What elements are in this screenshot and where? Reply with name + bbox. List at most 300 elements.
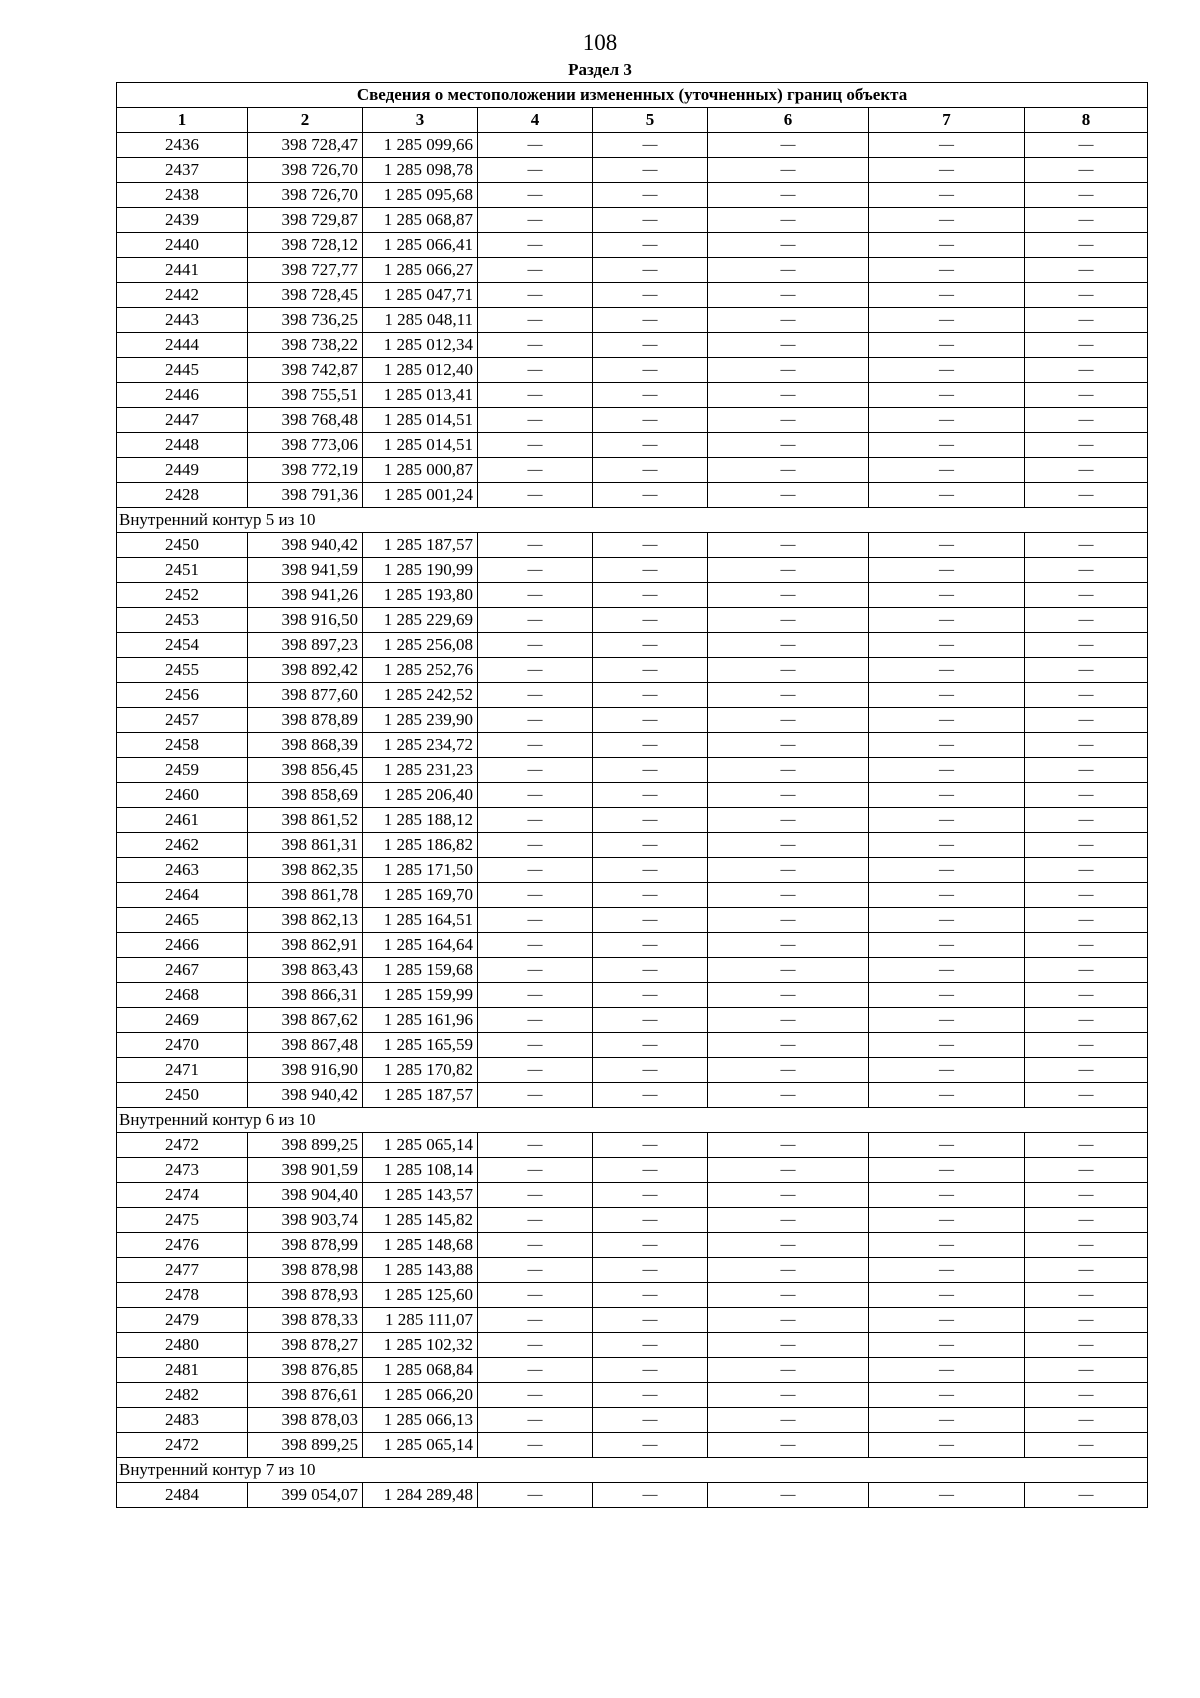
empty-cell-col-7: — [869, 408, 1025, 433]
empty-cell-col-7: — [869, 758, 1025, 783]
empty-cell-col-5: — [593, 333, 708, 358]
empty-cell-col-7: — [869, 1133, 1025, 1158]
empty-cell-col-5: — [593, 258, 708, 283]
y-coordinate-cell: 1 285 065,14 [363, 1433, 478, 1458]
empty-cell-col-8: — [1025, 933, 1148, 958]
y-coordinate-cell: 1 285 242,52 [363, 683, 478, 708]
x-coordinate-cell: 398 768,48 [248, 408, 363, 433]
table-row [117, 408, 1148, 433]
table-row [117, 183, 1148, 208]
empty-cell-col-4: — [478, 733, 593, 758]
empty-cell-col-7: — [869, 1283, 1025, 1308]
empty-cell-col-4: — [478, 1308, 593, 1333]
column-number-row [117, 108, 1148, 133]
y-coordinate-cell: 1 285 047,71 [363, 283, 478, 308]
column-header-1: 1 [117, 108, 248, 133]
empty-cell-col-6: — [708, 208, 869, 233]
table-row [117, 1033, 1148, 1058]
x-coordinate-cell: 398 727,77 [248, 258, 363, 283]
empty-cell-col-6: — [708, 833, 869, 858]
contour-label-row [117, 508, 1148, 533]
x-coordinate-cell: 398 878,33 [248, 1308, 363, 1333]
y-coordinate-cell: 1 285 170,82 [363, 1058, 478, 1083]
point-number-cell: 2448 [117, 433, 248, 458]
point-number-cell: 2441 [117, 258, 248, 283]
empty-cell-col-5: — [593, 558, 708, 583]
empty-cell-col-6: — [708, 808, 869, 833]
empty-cell-col-5: — [593, 1008, 708, 1033]
empty-cell-col-5: — [593, 608, 708, 633]
empty-cell-col-7: — [869, 233, 1025, 258]
empty-cell-col-4: — [478, 1008, 593, 1033]
point-number-cell: 2468 [117, 983, 248, 1008]
empty-cell-col-7: — [869, 483, 1025, 508]
x-coordinate-cell: 398 729,87 [248, 208, 363, 233]
empty-cell-col-7: — [869, 1258, 1025, 1283]
empty-cell-col-6: — [708, 283, 869, 308]
empty-cell-col-8: — [1025, 458, 1148, 483]
y-coordinate-cell: 1 285 066,13 [363, 1408, 478, 1433]
table-row [117, 858, 1148, 883]
empty-cell-col-7: — [869, 1483, 1025, 1508]
y-coordinate-cell: 1 285 206,40 [363, 783, 478, 808]
point-number-cell: 2466 [117, 933, 248, 958]
y-coordinate-cell: 1 285 014,51 [363, 433, 478, 458]
empty-cell-col-5: — [593, 958, 708, 983]
point-number-cell: 2452 [117, 583, 248, 608]
empty-cell-col-5: — [593, 1033, 708, 1058]
empty-cell-col-6: — [708, 458, 869, 483]
empty-cell-col-5: — [593, 383, 708, 408]
empty-cell-col-8: — [1025, 1283, 1148, 1308]
y-coordinate-cell: 1 285 012,34 [363, 333, 478, 358]
point-number-cell: 2475 [117, 1208, 248, 1233]
y-coordinate-cell: 1 285 186,82 [363, 833, 478, 858]
empty-cell-col-8: — [1025, 1433, 1148, 1458]
empty-cell-col-6: — [708, 1333, 869, 1358]
empty-cell-col-5: — [593, 758, 708, 783]
empty-cell-col-6: — [708, 708, 869, 733]
x-coordinate-cell: 398 863,43 [248, 958, 363, 983]
y-coordinate-cell: 1 285 165,59 [363, 1033, 478, 1058]
empty-cell-col-8: — [1025, 833, 1148, 858]
y-coordinate-cell: 1 285 187,57 [363, 533, 478, 558]
empty-cell-col-8: — [1025, 733, 1148, 758]
empty-cell-col-5: — [593, 733, 708, 758]
empty-cell-col-6: — [708, 1158, 869, 1183]
empty-cell-col-8: — [1025, 183, 1148, 208]
table-row [117, 1258, 1148, 1283]
empty-cell-col-4: — [478, 1058, 593, 1083]
empty-cell-col-4: — [478, 808, 593, 833]
table-row [117, 933, 1148, 958]
empty-cell-col-7: — [869, 958, 1025, 983]
empty-cell-col-4: — [478, 1183, 593, 1208]
y-coordinate-cell: 1 285 145,82 [363, 1208, 478, 1233]
x-coordinate-cell: 398 903,74 [248, 1208, 363, 1233]
empty-cell-col-8: — [1025, 658, 1148, 683]
empty-cell-col-5: — [593, 1208, 708, 1233]
x-coordinate-cell: 398 772,19 [248, 458, 363, 483]
point-number-cell: 2453 [117, 608, 248, 633]
y-coordinate-cell: 1 285 148,68 [363, 1233, 478, 1258]
empty-cell-col-8: — [1025, 708, 1148, 733]
y-coordinate-cell: 1 285 256,08 [363, 633, 478, 658]
empty-cell-col-7: — [869, 133, 1025, 158]
x-coordinate-cell: 399 054,07 [248, 1483, 363, 1508]
point-number-cell: 2473 [117, 1158, 248, 1183]
empty-cell-col-7: — [869, 1233, 1025, 1258]
point-number-cell: 2481 [117, 1358, 248, 1383]
point-number-cell: 2462 [117, 833, 248, 858]
empty-cell-col-5: — [593, 158, 708, 183]
empty-cell-col-7: — [869, 1383, 1025, 1408]
empty-cell-col-5: — [593, 1483, 708, 1508]
empty-cell-col-8: — [1025, 433, 1148, 458]
x-coordinate-cell: 398 726,70 [248, 183, 363, 208]
point-number-cell: 2436 [117, 133, 248, 158]
empty-cell-col-7: — [869, 1358, 1025, 1383]
empty-cell-col-4: — [478, 1033, 593, 1058]
empty-cell-col-4: — [478, 1133, 593, 1158]
point-number-cell: 2472 [117, 1433, 248, 1458]
y-coordinate-cell: 1 285 193,80 [363, 583, 478, 608]
table-row [117, 208, 1148, 233]
y-coordinate-cell: 1 285 143,88 [363, 1258, 478, 1283]
empty-cell-col-4: — [478, 333, 593, 358]
column-header-8: 8 [1025, 108, 1148, 133]
x-coordinate-cell: 398 940,42 [248, 533, 363, 558]
x-coordinate-cell: 398 862,35 [248, 858, 363, 883]
y-coordinate-cell: 1 285 164,51 [363, 908, 478, 933]
empty-cell-col-6: — [708, 258, 869, 283]
empty-cell-col-4: — [478, 1483, 593, 1508]
point-number-cell: 2442 [117, 283, 248, 308]
point-number-cell: 2482 [117, 1383, 248, 1408]
empty-cell-col-5: — [593, 483, 708, 508]
empty-cell-col-4: — [478, 633, 593, 658]
point-number-cell: 2450 [117, 1083, 248, 1108]
empty-cell-col-8: — [1025, 258, 1148, 283]
empty-cell-col-5: — [593, 1158, 708, 1183]
x-coordinate-cell: 398 728,47 [248, 133, 363, 158]
table-row [117, 1308, 1148, 1333]
empty-cell-col-6: — [708, 558, 869, 583]
empty-cell-col-8: — [1025, 1158, 1148, 1183]
x-coordinate-cell: 398 892,42 [248, 658, 363, 683]
point-number-cell: 2447 [117, 408, 248, 433]
x-coordinate-cell: 398 941,59 [248, 558, 363, 583]
empty-cell-col-4: — [478, 608, 593, 633]
x-coordinate-cell: 398 861,31 [248, 833, 363, 858]
table-row [117, 358, 1148, 383]
table-row [117, 758, 1148, 783]
empty-cell-col-6: — [708, 1433, 869, 1458]
table-row [117, 258, 1148, 283]
empty-cell-col-4: — [478, 308, 593, 333]
empty-cell-col-5: — [593, 408, 708, 433]
empty-cell-col-6: — [708, 633, 869, 658]
empty-cell-col-8: — [1025, 633, 1148, 658]
empty-cell-col-8: — [1025, 1408, 1148, 1433]
empty-cell-col-7: — [869, 858, 1025, 883]
y-coordinate-cell: 1 285 014,51 [363, 408, 478, 433]
empty-cell-col-7: — [869, 1083, 1025, 1108]
table-row [117, 333, 1148, 358]
empty-cell-col-5: — [593, 533, 708, 558]
y-coordinate-cell: 1 285 252,76 [363, 658, 478, 683]
empty-cell-col-4: — [478, 1158, 593, 1183]
y-coordinate-cell: 1 285 099,66 [363, 133, 478, 158]
empty-cell-col-5: — [593, 808, 708, 833]
empty-cell-col-6: — [708, 233, 869, 258]
empty-cell-col-8: — [1025, 1333, 1148, 1358]
empty-cell-col-5: — [593, 308, 708, 333]
empty-cell-col-8: — [1025, 1383, 1148, 1408]
column-header-3: 3 [363, 108, 478, 133]
table-row [117, 1133, 1148, 1158]
point-number-cell: 2460 [117, 783, 248, 808]
point-number-cell: 2467 [117, 958, 248, 983]
x-coordinate-cell: 398 899,25 [248, 1133, 363, 1158]
empty-cell-col-8: — [1025, 858, 1148, 883]
empty-cell-col-4: — [478, 383, 593, 408]
empty-cell-col-8: — [1025, 1133, 1148, 1158]
section-title: Раздел 3 [568, 60, 632, 79]
empty-cell-col-7: — [869, 808, 1025, 833]
empty-cell-col-8: — [1025, 558, 1148, 583]
point-number-cell: 2477 [117, 1258, 248, 1283]
x-coordinate-cell: 398 866,31 [248, 983, 363, 1008]
empty-cell-col-7: — [869, 1058, 1025, 1083]
empty-cell-col-6: — [708, 658, 869, 683]
empty-cell-col-4: — [478, 958, 593, 983]
empty-cell-col-5: — [593, 1408, 708, 1433]
column-header-5: 5 [593, 108, 708, 133]
empty-cell-col-8: — [1025, 958, 1148, 983]
empty-cell-col-4: — [478, 1208, 593, 1233]
empty-cell-col-7: — [869, 583, 1025, 608]
empty-cell-col-4: — [478, 483, 593, 508]
point-number-cell: 2479 [117, 1308, 248, 1333]
empty-cell-col-8: — [1025, 1183, 1148, 1208]
empty-cell-col-6: — [708, 1033, 869, 1058]
empty-cell-col-5: — [593, 458, 708, 483]
empty-cell-col-7: — [869, 833, 1025, 858]
point-number-cell: 2464 [117, 883, 248, 908]
empty-cell-col-7: — [869, 1008, 1025, 1033]
empty-cell-col-4: — [478, 1283, 593, 1308]
empty-cell-col-4: — [478, 158, 593, 183]
point-number-cell: 2443 [117, 308, 248, 333]
point-number-cell: 2458 [117, 733, 248, 758]
x-coordinate-cell: 398 728,12 [248, 233, 363, 258]
empty-cell-col-6: — [708, 858, 869, 883]
empty-cell-col-5: — [593, 883, 708, 908]
empty-cell-col-7: — [869, 458, 1025, 483]
table-row [117, 733, 1148, 758]
empty-cell-col-5: — [593, 133, 708, 158]
empty-cell-col-6: — [708, 1233, 869, 1258]
empty-cell-col-8: — [1025, 908, 1148, 933]
empty-cell-col-7: — [869, 1208, 1025, 1233]
x-coordinate-cell: 398 773,06 [248, 433, 363, 458]
empty-cell-col-7: — [869, 183, 1025, 208]
empty-cell-col-5: — [593, 783, 708, 808]
table-row [117, 633, 1148, 658]
point-number-cell: 2445 [117, 358, 248, 383]
empty-cell-col-5: — [593, 658, 708, 683]
x-coordinate-cell: 398 878,93 [248, 1283, 363, 1308]
x-coordinate-cell: 398 867,48 [248, 1033, 363, 1058]
empty-cell-col-7: — [869, 683, 1025, 708]
point-number-cell: 2446 [117, 383, 248, 408]
empty-cell-col-4: — [478, 208, 593, 233]
empty-cell-col-4: — [478, 833, 593, 858]
table-body [117, 133, 1148, 1508]
x-coordinate-cell: 398 941,26 [248, 583, 363, 608]
empty-cell-col-8: — [1025, 808, 1148, 833]
table-row [117, 1083, 1148, 1108]
y-coordinate-cell: 1 285 231,23 [363, 758, 478, 783]
point-number-cell: 2469 [117, 1008, 248, 1033]
empty-cell-col-8: — [1025, 1008, 1148, 1033]
empty-cell-col-7: — [869, 1033, 1025, 1058]
table-row [117, 1383, 1148, 1408]
contour-label-row [117, 1458, 1148, 1483]
empty-cell-col-4: — [478, 358, 593, 383]
empty-cell-col-7: — [869, 1183, 1025, 1208]
y-coordinate-cell: 1 285 048,11 [363, 308, 478, 333]
table-title: Сведения о местоположении измененных (уточненных) границ объекта [117, 83, 1148, 108]
x-coordinate-cell: 398 876,85 [248, 1358, 363, 1383]
empty-cell-col-5: — [593, 1358, 708, 1383]
empty-cell-col-6: — [708, 1408, 869, 1433]
empty-cell-col-7: — [869, 558, 1025, 583]
x-coordinate-cell: 398 868,39 [248, 733, 363, 758]
empty-cell-col-8: — [1025, 1033, 1148, 1058]
table-row [117, 1283, 1148, 1308]
table-row [117, 433, 1148, 458]
empty-cell-col-4: — [478, 933, 593, 958]
x-coordinate-cell: 398 861,78 [248, 883, 363, 908]
x-coordinate-cell: 398 738,22 [248, 333, 363, 358]
empty-cell-col-6: — [708, 733, 869, 758]
y-coordinate-cell: 1 285 161,96 [363, 1008, 478, 1033]
x-coordinate-cell: 398 940,42 [248, 1083, 363, 1108]
empty-cell-col-5: — [593, 1283, 708, 1308]
table-row [117, 1183, 1148, 1208]
empty-cell-col-6: — [708, 183, 869, 208]
empty-cell-col-5: — [593, 908, 708, 933]
table-row [117, 458, 1148, 483]
empty-cell-col-6: — [708, 1258, 869, 1283]
contour-label: Внутренний контур 7 из 10 [117, 1458, 1148, 1483]
table-row [117, 958, 1148, 983]
table-row [117, 1008, 1148, 1033]
empty-cell-col-6: — [708, 983, 869, 1008]
empty-cell-col-5: — [593, 583, 708, 608]
point-number-cell: 2483 [117, 1408, 248, 1433]
y-coordinate-cell: 1 285 065,14 [363, 1133, 478, 1158]
x-coordinate-cell: 398 878,27 [248, 1333, 363, 1358]
empty-cell-col-6: — [708, 1308, 869, 1333]
empty-cell-col-4: — [478, 683, 593, 708]
empty-cell-col-5: — [593, 1383, 708, 1408]
contour-label: Внутренний контур 6 из 10 [117, 1108, 1148, 1133]
table-row [117, 283, 1148, 308]
column-header-7: 7 [869, 108, 1025, 133]
y-coordinate-cell: 1 285 066,41 [363, 233, 478, 258]
y-coordinate-cell: 1 285 066,27 [363, 258, 478, 283]
table-row [117, 233, 1148, 258]
point-number-cell: 2457 [117, 708, 248, 733]
empty-cell-col-7: — [869, 333, 1025, 358]
empty-cell-col-8: — [1025, 1258, 1148, 1283]
point-number-cell: 2449 [117, 458, 248, 483]
empty-cell-col-5: — [593, 1083, 708, 1108]
column-header-6: 6 [708, 108, 869, 133]
empty-cell-col-7: — [869, 908, 1025, 933]
point-number-cell: 2451 [117, 558, 248, 583]
point-number-cell: 2438 [117, 183, 248, 208]
table-row [117, 133, 1148, 158]
table-row [117, 383, 1148, 408]
empty-cell-col-7: — [869, 1408, 1025, 1433]
y-coordinate-cell: 1 284 289,48 [363, 1483, 478, 1508]
empty-cell-col-7: — [869, 358, 1025, 383]
empty-cell-col-6: — [708, 158, 869, 183]
empty-cell-col-7: — [869, 308, 1025, 333]
empty-cell-col-8: — [1025, 233, 1148, 258]
table-row [117, 1058, 1148, 1083]
empty-cell-col-6: — [708, 1483, 869, 1508]
x-coordinate-cell: 398 755,51 [248, 383, 363, 408]
empty-cell-col-4: — [478, 1333, 593, 1358]
table-row [117, 1158, 1148, 1183]
empty-cell-col-4: — [478, 783, 593, 808]
x-coordinate-cell: 398 862,13 [248, 908, 363, 933]
x-coordinate-cell: 398 904,40 [248, 1183, 363, 1208]
empty-cell-col-5: — [593, 983, 708, 1008]
x-coordinate-cell: 398 861,52 [248, 808, 363, 833]
empty-cell-col-4: — [478, 758, 593, 783]
point-number-cell: 2439 [117, 208, 248, 233]
empty-cell-col-4: — [478, 133, 593, 158]
y-coordinate-cell: 1 285 108,14 [363, 1158, 478, 1183]
x-coordinate-cell: 398 728,45 [248, 283, 363, 308]
empty-cell-col-5: — [593, 1308, 708, 1333]
table-row [117, 558, 1148, 583]
x-coordinate-cell: 398 726,70 [248, 158, 363, 183]
empty-cell-col-4: — [478, 433, 593, 458]
empty-cell-col-4: — [478, 858, 593, 883]
empty-cell-col-7: — [869, 783, 1025, 808]
empty-cell-col-7: — [869, 283, 1025, 308]
table-row [117, 833, 1148, 858]
empty-cell-col-5: — [593, 233, 708, 258]
coordinates-table [116, 82, 1148, 1508]
empty-cell-col-4: — [478, 558, 593, 583]
table-row [117, 1233, 1148, 1258]
x-coordinate-cell: 398 878,03 [248, 1408, 363, 1433]
empty-cell-col-7: — [869, 533, 1025, 558]
point-number-cell: 2455 [117, 658, 248, 683]
table-row [117, 1333, 1148, 1358]
point-number-cell: 2480 [117, 1333, 248, 1358]
empty-cell-col-8: — [1025, 783, 1148, 808]
point-number-cell: 2437 [117, 158, 248, 183]
